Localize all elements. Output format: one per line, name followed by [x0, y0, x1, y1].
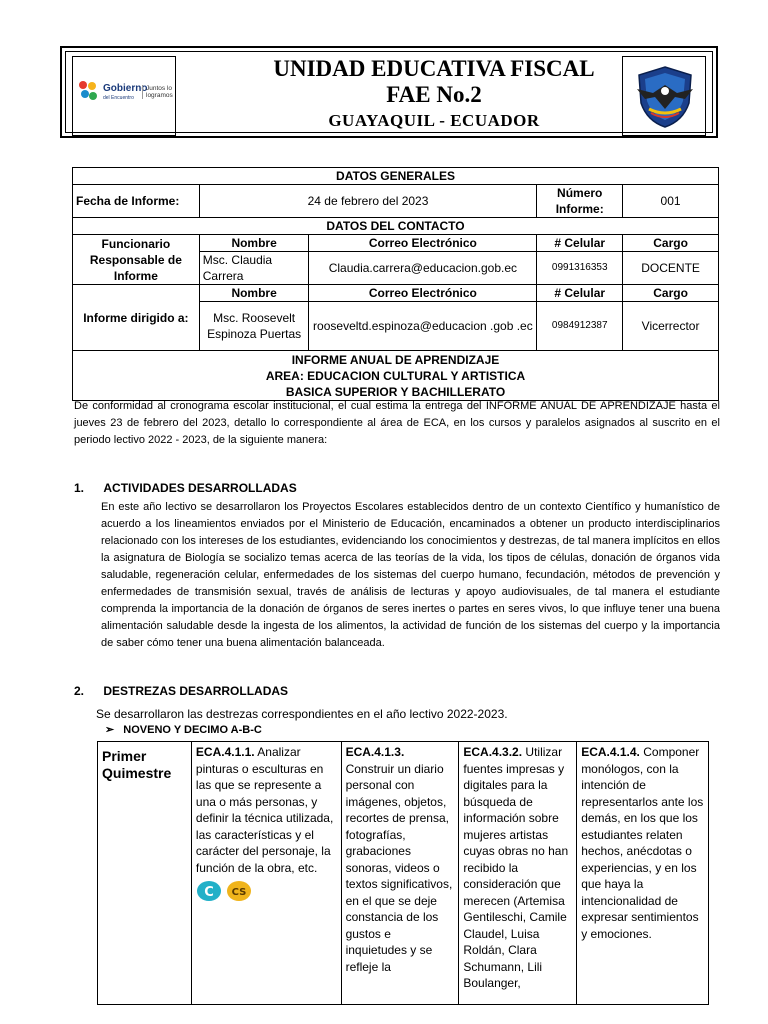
quimestre-label: Primer Quimestre [98, 742, 192, 1005]
section2-paragraph: Se desarrollaron las destrezas correspondientes en el año lectivo 2022-2023. [96, 707, 508, 721]
gobierno-name: Gobierno [103, 83, 148, 94]
col-nombre: Nombre [199, 235, 309, 252]
section2-number: 2. [74, 684, 85, 698]
col-cargo-2: Cargo [623, 285, 719, 302]
course-bullet [105, 723, 262, 736]
dirigido-correo: rooseveltd.espinoza@educacion .gob .ec [309, 302, 537, 351]
dirigido-label: Informe dirigido a: [73, 285, 200, 351]
section2-heading [74, 684, 288, 698]
competency-cell-3 [459, 742, 577, 1005]
general-heading: DATOS GENERALES [73, 168, 719, 185]
informe-line1: INFORME ANUAL DE APRENDIZAJE [291, 352, 500, 367]
section1-paragraph: En este año lectivo se desarrollaron los Proyectos Escolares establecidos dentro de un contexto Científico y humanístico de acuerdo a los lineamientos enviados por el Ministerio de Educación, encaminados a obtener un producto interdisciplinarios relacionado con los intereses de los estudiantes, evidenciando los conocimientos y destrezas, de tal manera implícitos en ellos la asignatura de Biología se socializo temas acerca de las teorías de la vida, los tipos de células, donación de órganos vida saludable, regeneración celular, enfermedades de los sistemas del cuerpo humano, fecundación, métodos de prevención y enfermedades de transmisión sexual, través de análisis de lecturas y apoyo audiovisuales, de tal manera el estudiante comprenda la importancia de la donación de órganos de seres inertes o partes en seres vivos, lo que influye tener una buena alimentación saludable desde la ingesta de los alimentos, la actividad de función de los sistemas del cuerpo y la importancia de saber cómo tener una buena alimentación balanceada. [101, 501, 720, 649]
competencies-table [97, 741, 709, 1005]
competency-cell-2 [341, 742, 459, 1005]
header-inner-frame [65, 51, 713, 133]
school-location: GUAYAQUIL - ECUADOR [328, 111, 540, 130]
col-correo: Correo Electrónico [309, 235, 537, 252]
funcionario-label: Funcionario Responsable de Informe [73, 235, 200, 285]
competency-cell-1 [191, 742, 341, 1005]
numero-value: 001 [623, 185, 719, 218]
informe-line2: AREA: EDUCACION CULTURAL Y ARTISTICA [265, 368, 526, 383]
funcionario-celular: 0991316353 [537, 252, 623, 285]
badge-group [196, 880, 337, 902]
competency-cell-4 [577, 742, 709, 1005]
gobierno-sub: del Encuentro [103, 95, 134, 101]
competency-text: Analizar pinturas o esculturas en las que se represente a una o más personas, y definir la técnica utilizada, las características y el carácter del personaje, la función de la obra, etc. [195, 745, 334, 875]
dirigido-nombre: Msc. Roosevelt Espinoza Puertas [199, 302, 309, 351]
fecha-value: 24 de febrero del 2023 [199, 185, 537, 218]
course-label: NOVENO Y DECIMO A-B-C [123, 724, 262, 736]
school-title-line2: FAE No.2 [386, 82, 482, 107]
gobierno-tagline: Juntos lo logramos [142, 85, 180, 99]
section1-number: 1. [74, 481, 85, 495]
general-data-table [72, 167, 719, 401]
section1-heading [74, 481, 297, 495]
document-header [60, 46, 718, 138]
fae-crest-icon [631, 63, 699, 131]
competency-text: Construir un diario personal con imágenes, objetos, recortes de prensa, fotografías, grabaciones sonoras, videos o textos significativos, en el que se deje constancia de los gustos e inquietudes y se refleje la [345, 761, 453, 974]
funcionario-correo: Claudia.carrera@educacion.gob.ec [309, 252, 537, 285]
fecha-label: Fecha de Informe: [73, 185, 200, 218]
c-badge-label: C [204, 885, 214, 900]
dirigido-celular: 0984912387 [537, 302, 623, 351]
competency-code: ECA.4.1.4. [581, 745, 640, 759]
gobierno-logo-box [72, 56, 176, 136]
arrow-bullet-icon: ➢ [105, 724, 115, 736]
intro-paragraph: De conformidad al cronograma escolar institucional, el cual estima la entrega del INFORME ANUAL DE APRENDIZAJE hasta el jueves 23 de febrero del 2023, detallo lo correspondiente al área de ECA, en los cursos y paralelos asignados al suscrito en el periodo lectivo 2022 - 2023, de la siguiente manera: [74, 400, 720, 446]
section2-title: DESTREZAS DESARROLLADAS [103, 684, 289, 698]
gobierno-logo [77, 79, 173, 113]
col-celular: # Celular [537, 235, 623, 252]
contact-heading: DATOS DEL CONTACTO [73, 218, 719, 235]
informe-title-block [73, 351, 719, 401]
competency-text: Utilizar fuentes impresas y digitales para la búsqueda de información sobre mujeres artistas cuyas obras no han recibido la consideración que merecen (Artemisa Gentileschi, Camile Claudel, Luisa Roldán, Clara Schumann, Lili Boulanger, [463, 745, 569, 990]
competency-code: ECA.4.1.3. [345, 745, 405, 759]
section1-title: ACTIVIDADES DESARROLLADAS [103, 481, 297, 495]
c-badge-icon [196, 880, 222, 902]
gobierno-emblem-icon [77, 79, 99, 105]
school-title-line1: UNIDAD EDUCATIVA FISCAL [273, 56, 595, 81]
competency-code: ECA.4.3.2. [463, 745, 523, 759]
dirigido-cargo: Vicerrector [623, 302, 719, 351]
competency-text: Componer monólogos, con la intención de representarlos ante los demás, en los que los estudiantes relaten hechos, anécdotas o experiencias, y en los que haya la intencionalidad de expresar sentimientos y emociones. [581, 745, 704, 941]
cs-badge-label: CS [231, 887, 247, 898]
funcionario-nombre: Msc. Claudia Carrera [199, 252, 309, 285]
col-celular-2: # Celular [537, 285, 623, 302]
col-cargo: Cargo [623, 235, 719, 252]
numero-label: Número Informe: [537, 185, 623, 218]
competency-code: ECA.4.1.1. [195, 745, 255, 759]
col-nombre-2: Nombre [199, 285, 309, 302]
informe-line3: BASICA SUPERIOR Y BACHILLERATO [285, 384, 506, 399]
col-correo-2: Correo Electrónico [309, 285, 537, 302]
funcionario-cargo: DOCENTE [623, 252, 719, 285]
cs-badge-icon [226, 880, 252, 902]
fae-crest-box [622, 56, 706, 136]
